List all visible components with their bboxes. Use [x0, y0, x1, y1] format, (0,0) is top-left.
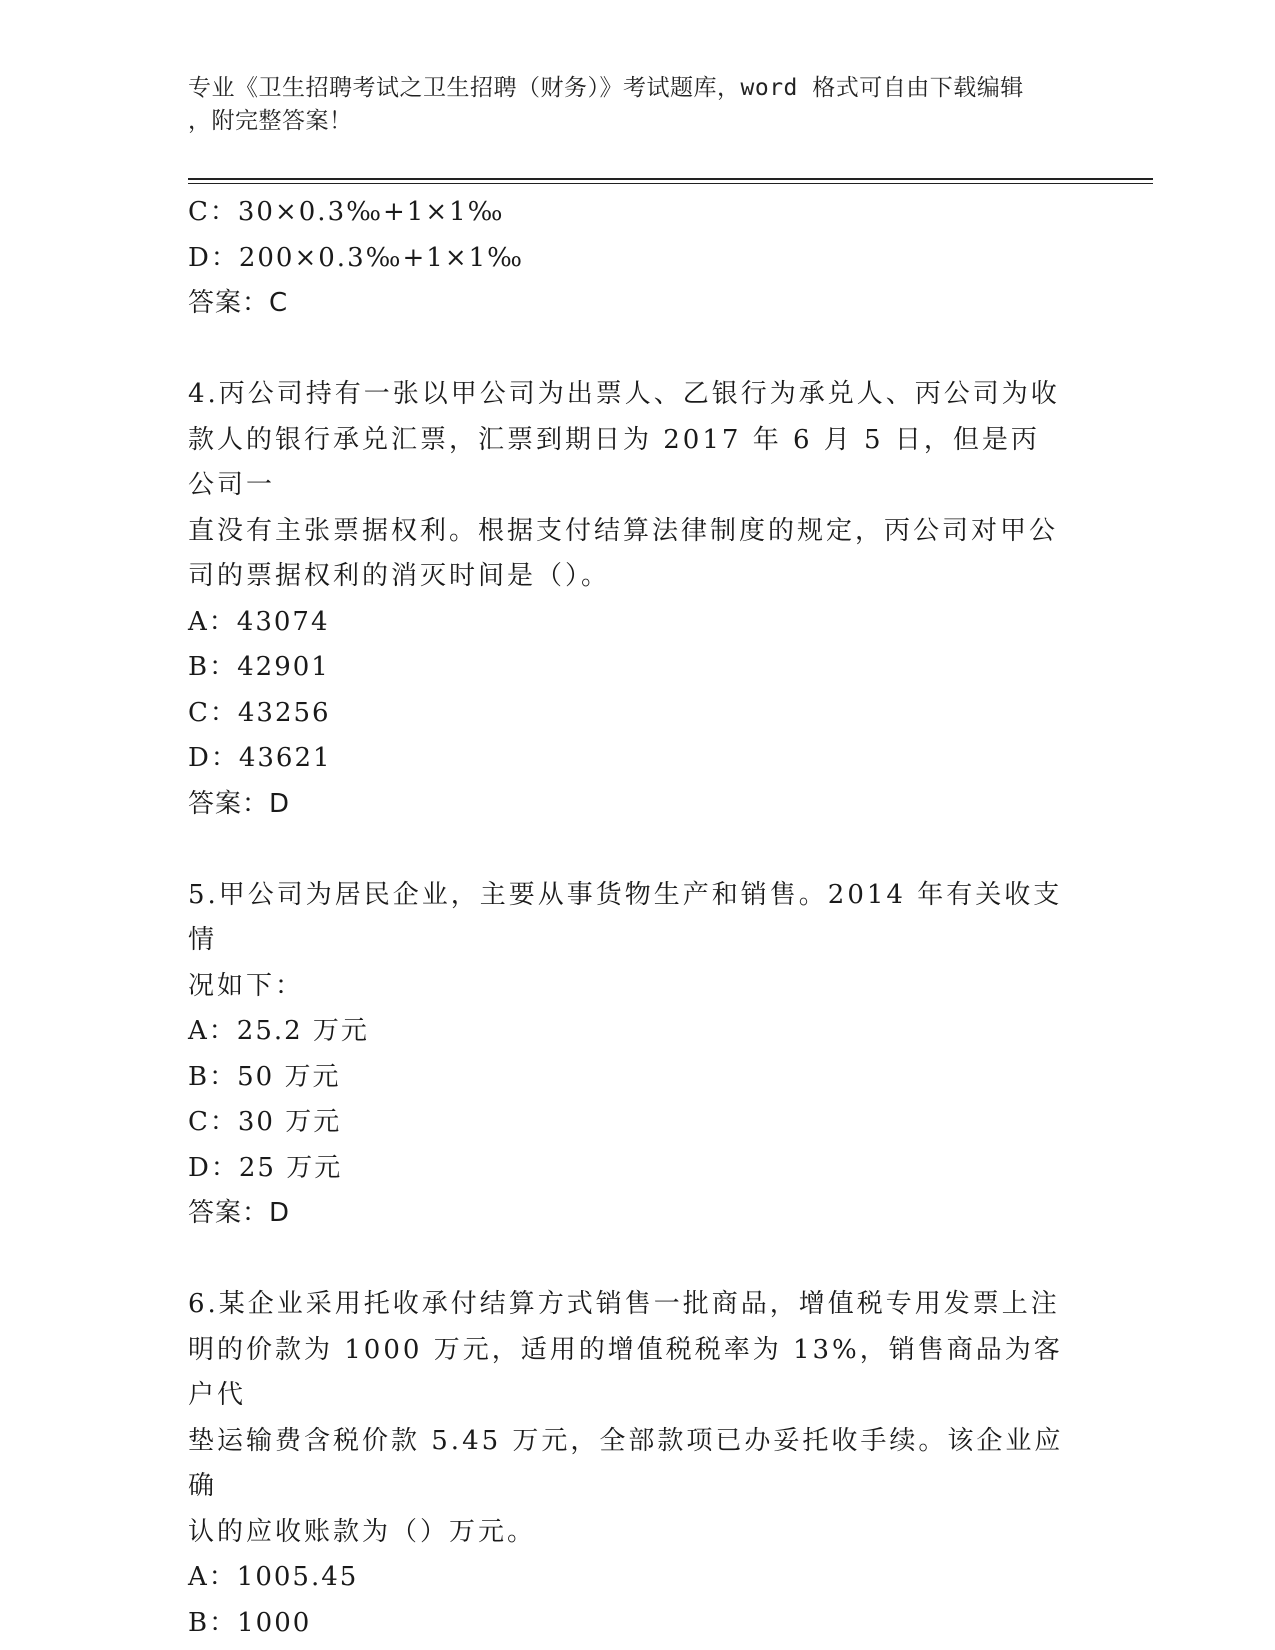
- answer-line: 答案：C: [188, 288, 289, 318]
- option-d: D：43621: [188, 743, 332, 773]
- question-stem-line: 垫运输费含税价款 5.45 万元，全部款项已办妥托收手续。该企业应确: [188, 1425, 1064, 1501]
- option-a: A：25.2 万元: [188, 1016, 369, 1046]
- option-b: B：50 万元: [188, 1061, 341, 1092]
- header-line-2: ，附完整答案！: [188, 108, 353, 134]
- question-stem-line: 司的票据权利的消灭时间是（）。: [188, 561, 611, 591]
- page-header: [188, 72, 1068, 138]
- option-d: D：200×0.3‰+1×1‰: [188, 242, 525, 273]
- header-divider-thin: [188, 183, 1153, 184]
- question-stem-line: 况如下：: [188, 970, 305, 1001]
- option-b: B：42901: [188, 652, 330, 682]
- header-line-1: 专业《卫生招聘考试之卫生招聘（财务）》考试题库，word 格式可自由下载编辑: [188, 75, 1024, 101]
- question-5: [188, 873, 1068, 1237]
- question-stem-line: 6.某企业采用托收承付结算方式销售一批商品，增值税专用发票上注: [188, 1289, 1060, 1319]
- option-a: A：43074: [188, 606, 330, 637]
- option-d: D：25 万元: [188, 1152, 343, 1183]
- option-c: C：30 万元: [188, 1107, 342, 1137]
- option-c: C：30×0.3‰+1×1‰: [188, 197, 505, 227]
- question-stem-line: 直没有主张票据权利。根据支付结算法律制度的规定，丙公司对甲公: [188, 515, 1059, 546]
- answer-line: 答案：D: [188, 1198, 291, 1228]
- header-divider-thick: [188, 178, 1153, 180]
- question-3-continued: [188, 190, 1068, 327]
- question-stem-line: 5.甲公司为居民企业，主要从事货物生产和销售。2014 年有关收支情: [188, 879, 1063, 955]
- question-stem-line: 款人的银行承兑汇票，汇票到期日为 2017 年 6 月 5 日，但是丙公司一: [188, 424, 1040, 500]
- question-list: [188, 190, 1068, 1646]
- question-stem-line: 认的应收账款为（）万元。: [188, 1516, 537, 1547]
- question-stem-line: 4.丙公司持有一张以甲公司为出票人、乙银行为承兑人、丙公司为收: [188, 379, 1060, 409]
- option-a: A：1005.45: [188, 1562, 359, 1592]
- question-4: [188, 372, 1068, 827]
- option-c: C：43256: [188, 697, 331, 728]
- question-stem-line: 明的价款为 1000 万元，适用的增值税税率为 13%，销售商品为客户代: [188, 1334, 1063, 1410]
- question-6: [188, 1282, 1068, 1646]
- answer-line: 答案：D: [188, 788, 291, 819]
- option-b: B：1000: [188, 1607, 312, 1638]
